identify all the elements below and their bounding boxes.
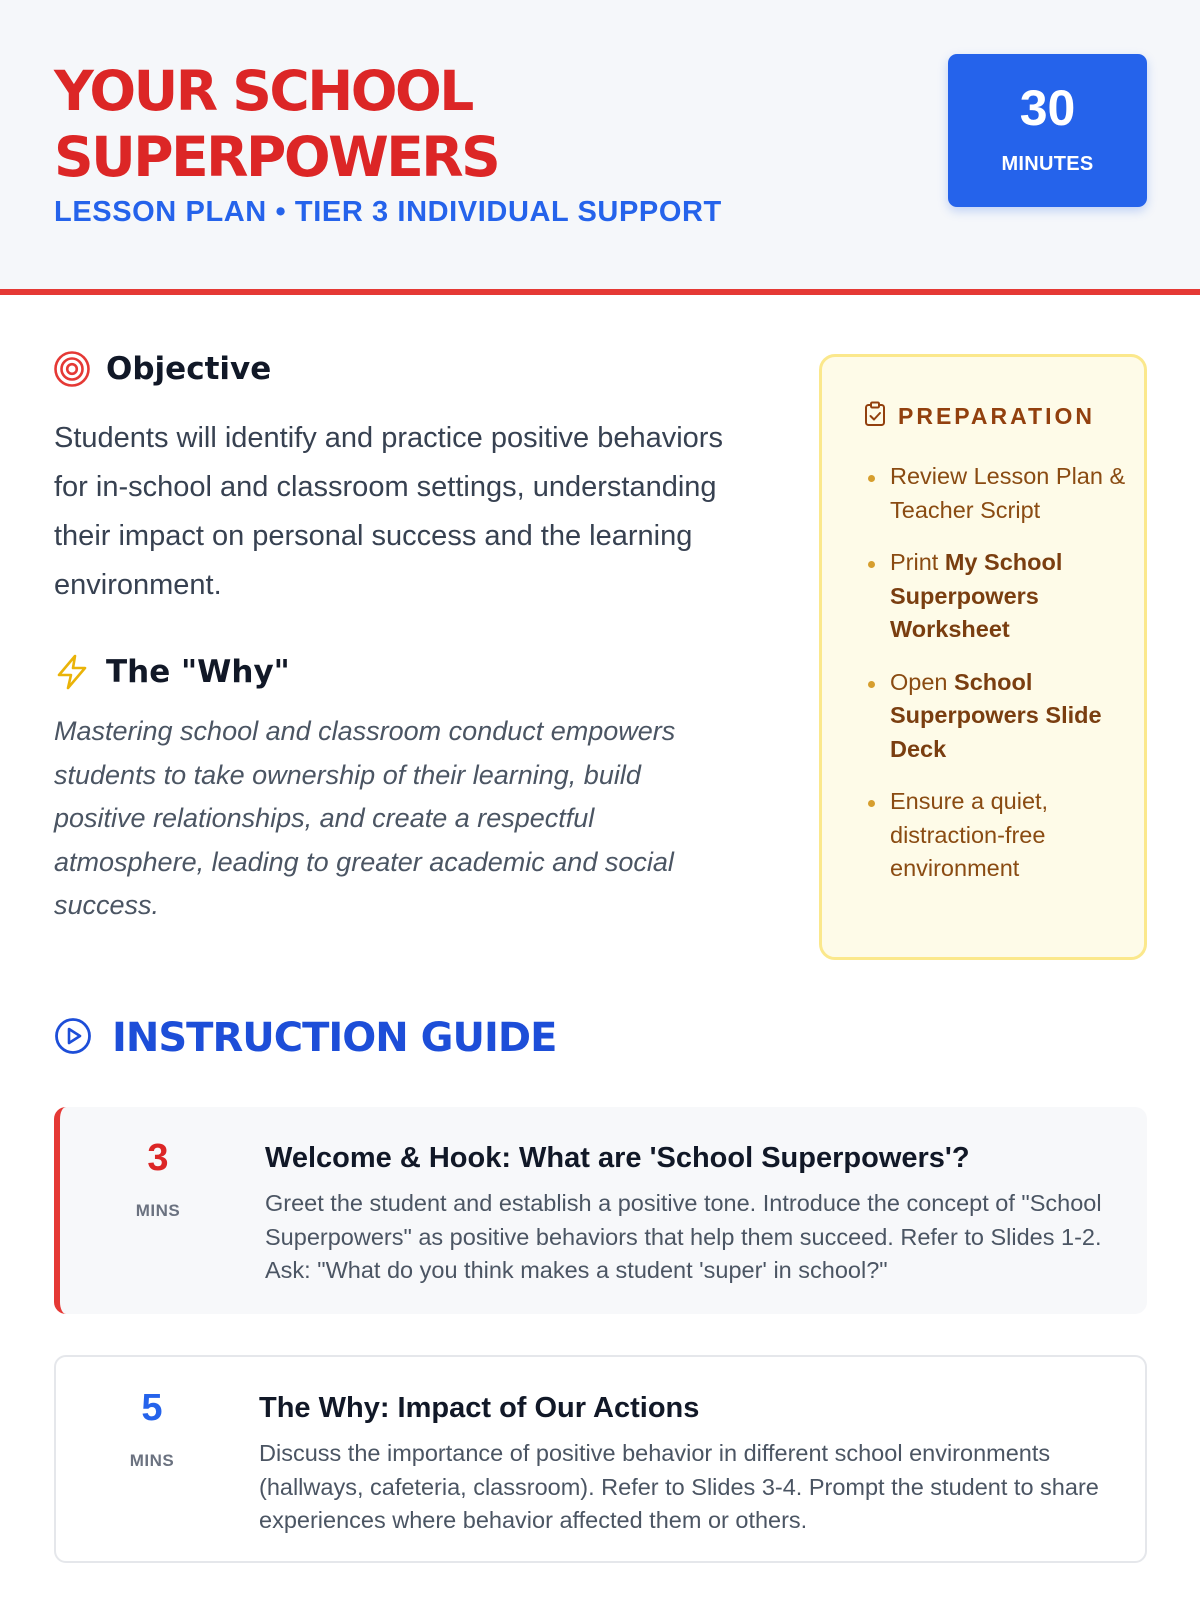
list-item: Open School Superpowers Slide Deck (868, 666, 1128, 767)
preparation-card (819, 354, 1147, 960)
step-title: Welcome & Hook: What are 'School Superpowers'? (265, 1142, 970, 1174)
list-item: Print My School Superpowers Worksheet (868, 546, 1128, 647)
step-description: Discuss the importance of positive behavior in different school environments (hallways, cafeteria, classroom). Refer to Slides 3-4. Prompt the student to share experiences where behavior affected them or others. (259, 1440, 1099, 1533)
title-line-1: YOUR SCHOOL (54, 59, 472, 123)
step-description: Greet the student and establish a positive tone. Introduce the concept of "School Superpowers" as positive behaviors that help them succeed. Refer to Slides 1-2. Ask: "What do you think makes a student 'super' in school?" (265, 1190, 1102, 1283)
target-icon (52, 349, 92, 389)
duration-value: 30 (1019, 80, 1076, 136)
page-subtitle: LESSON PLAN • TIER 3 INDIVIDUAL SUPPORT (54, 196, 722, 228)
instruction-guide-heading (54, 1015, 556, 1061)
lesson-header (0, 0, 1200, 295)
play-circle-icon (54, 1017, 92, 1060)
step-minutes: 5 (141, 1387, 163, 1429)
step-minutes: 3 (147, 1137, 169, 1179)
objective-title: Objective (106, 351, 272, 387)
lightning-icon (52, 652, 92, 692)
step-minutes-unit: MINS (135, 1201, 181, 1220)
clipboard-check-icon (864, 401, 886, 432)
step-content (259, 1391, 1119, 1538)
step-time (108, 1133, 208, 1221)
step-content (265, 1141, 1125, 1288)
step-minutes-unit: MINS (129, 1451, 175, 1470)
page-title (54, 58, 754, 190)
list-item: Ensure a quiet, distraction-free environment (868, 785, 1128, 886)
duration-unit: MINUTES (1001, 153, 1094, 175)
why-title: The "Why" (106, 654, 290, 690)
duration-badge (948, 54, 1147, 207)
title-line-2: SUPERPOWERS (54, 125, 499, 189)
list-item: Review Lesson Plan & Teacher Script (868, 460, 1128, 527)
why-text: Mastering school and classroom conduct empowers students to take ownership of their learning, build positive relationships, and create a respectful atmosphere, leading to greater academic and social success. (54, 716, 676, 920)
preparation-list (868, 460, 1128, 905)
preparation-title: PREPARATION (898, 403, 1095, 429)
why-heading (52, 652, 290, 692)
objective-text: Students will identify and practice positive behaviors for in-school and classroom settings, understanding their impact on personal success and the learning environment. (54, 422, 723, 601)
objective-heading (52, 349, 271, 389)
step-card-2 (54, 1355, 1147, 1563)
step-card-1 (54, 1107, 1147, 1314)
step-title: The Why: Impact of Our Actions (259, 1392, 700, 1424)
instruction-guide-title: INSTRUCTION GUIDE (112, 1015, 557, 1061)
step-time (102, 1383, 202, 1471)
preparation-heading (864, 401, 1095, 432)
